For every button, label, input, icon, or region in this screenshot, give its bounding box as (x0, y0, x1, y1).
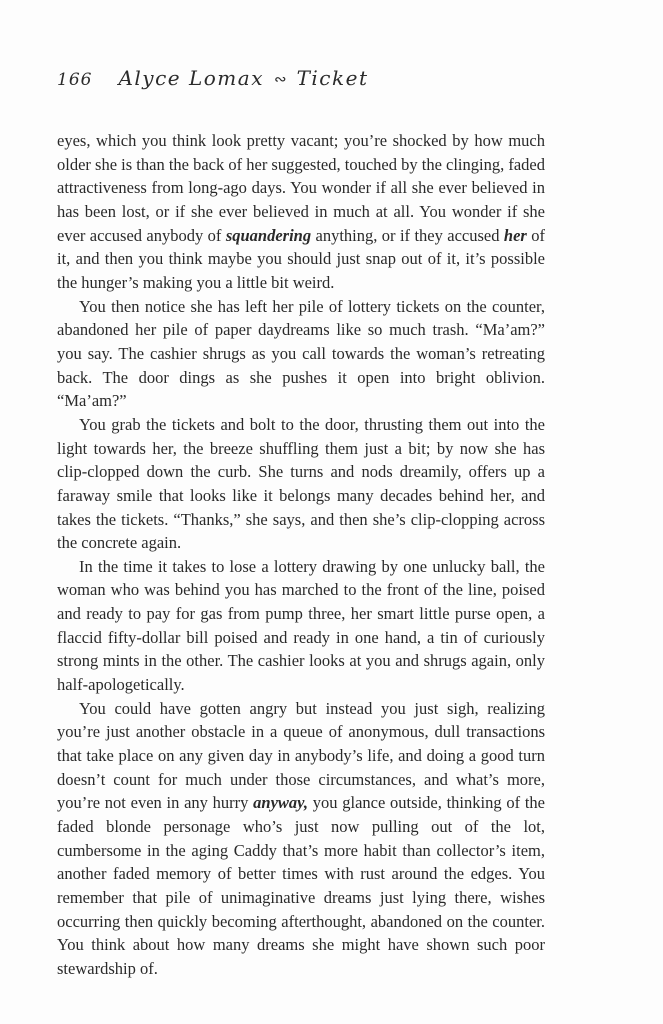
text-segment: you glance outside, thinking of the faded blonde personage who’s just now pulling out of the lot, cumbersome in the aging Caddy that’s more habit than collector’s item, another faded memory of better times with rust around the edges. You remember that pile of unimaginative dreams just lying there, wishes occurring then quickly becoming afterthought, abandoned on the counter. You think about how many dreams she might have shown such poor stewardship of. (57, 793, 545, 978)
body-text (57, 129, 545, 981)
emphasized-text: squandering (225, 225, 312, 245)
text-segment: eyes, which you think look pretty vacant; you’re shocked by how much older she is than the back of her suggested, touched by the clinging, faded attractiveness from long-ago days. You wonder if all she ever believed in has been lost, or if she ever believed in much at all. You wonder if she ever accused anybody of (57, 131, 545, 245)
text-segment: In the time it takes to lose a lottery drawing by one unlucky ball, the woman who was behind you has marched to the front of the line, poised and ready to pay for gas from pump three, her smart little purse open, a flaccid fifty-dollar bill poised and ready in one hand, a tin of curiously strong mints in the other. The cashier looks at you and shrugs again, only half-apologetically. (57, 556, 545, 695)
head-title-group (118, 66, 368, 90)
page-number: 166 (57, 70, 93, 90)
separator-ornament-icon: ∾ (273, 70, 287, 88)
text-segment: of it, and then you think maybe you should just snap out of it, it’s possible the hunger’s making you a little bit weird. (57, 225, 545, 292)
text-segment: You then notice she has left her pile of lottery tickets on the counter, abandoned her pile of paper daydreams like so much trash. “Ma’am?” you say. The cashier shrugs as you call towards the woman’s retreating back. The door dings as she pushes it open into bright oblivion. “Ma’am?” (57, 296, 545, 411)
emphasized-text: her (503, 225, 527, 245)
running-head (57, 66, 545, 90)
text-segment: You could have gotten angry but instead you just sigh, realizing you’re just another obstacle in a queue of anonymous, dull transactions that take place on any given day in anybody’s life, and doing a good turn doesn’t count for much under those circumstances, and what’s more, you’re not even in any hurry (57, 698, 545, 813)
text-segment: You grab the tickets and bolt to the door, thrusting them out into the light towards her, the breeze shuffling them just a bit; by now she has clip-clopped down the curb. She turns and nods dreamily, offers up a faraway smile that looks like it belongs many decades behind her, and takes the tickets. “Thanks,” she says, and then she’s clip-clopping across the concrete again. (57, 414, 545, 553)
paragraph (57, 129, 545, 295)
emphasized-text: anyway, (253, 793, 309, 813)
paragraph (57, 555, 545, 697)
paragraph (57, 295, 545, 413)
paragraph (57, 413, 545, 555)
author-name: Alyce Lomax (118, 66, 264, 90)
book-title: Ticket (296, 66, 369, 90)
text-segment: anything, or if they accused (311, 225, 504, 245)
paragraph (57, 697, 545, 981)
